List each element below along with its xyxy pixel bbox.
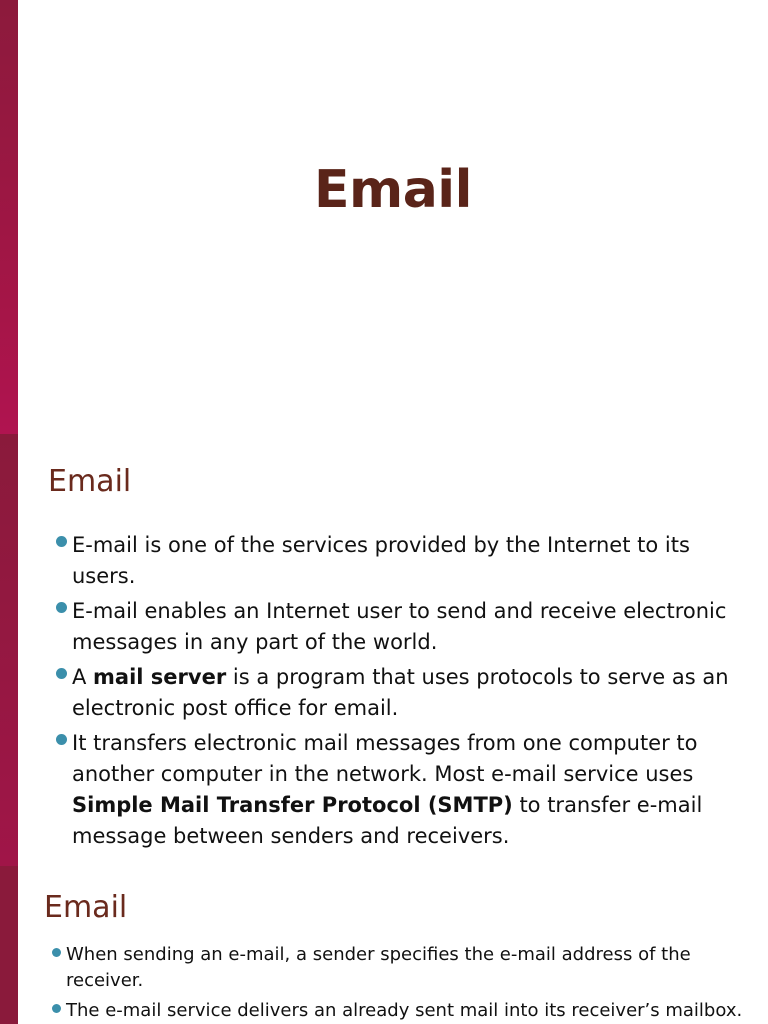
bullet-item (48, 998, 748, 1024)
bullet-dot-icon (56, 536, 67, 547)
bullet-item (48, 942, 748, 994)
accent-sidebar (0, 866, 18, 1024)
accent-sidebar (0, 0, 18, 434)
slide-email-overview (0, 434, 768, 866)
bullet-dot-icon (52, 948, 61, 957)
bullet-dot-icon (56, 734, 67, 745)
bullet-item (52, 662, 738, 724)
slide-title-text: Email (314, 160, 472, 220)
bullet-text-pre: It transfers electronic mail messages from one computer to another computer in the network. Most e-mail service uses (72, 731, 698, 786)
bullet-dot-icon (56, 668, 67, 679)
bullet-text-bold: Simple Mail Transfer Protocol (SMTP) (72, 793, 513, 817)
slide-heading: Email (48, 464, 132, 499)
bullet-text: When sending an e-mail, a sender specifies the e-mail address of the receiver. (66, 944, 691, 991)
bullet-list (52, 530, 738, 856)
bullet-text: E-mail is one of the services provided by the Internet to its users. (72, 533, 690, 588)
bullet-text: E-mail enables an Internet user to send and receive electronic messages in any part of the world. (72, 599, 727, 654)
bullet-dot-icon (56, 602, 67, 613)
slide-heading: Email (44, 890, 128, 925)
bullet-text-pre: A (72, 665, 94, 689)
bullet-text-bold: mail server (93, 665, 227, 689)
bullet-text: The e-mail service delivers an already sent mail into its receiver’s mailbox. (66, 1000, 743, 1021)
slide-title (0, 0, 768, 434)
slide-email-sending (0, 866, 768, 1024)
bullet-text-post: to transfer e-mail message between senders and receivers. (72, 793, 703, 848)
bullet-item (52, 530, 738, 592)
bullet-text-post: is a program that uses protocols to serve as an electronic post office for email. (72, 665, 729, 720)
bullet-item (52, 728, 738, 852)
bullet-dot-icon (52, 1004, 61, 1013)
accent-sidebar (0, 434, 18, 866)
bullet-list (48, 942, 748, 1024)
bullet-item (52, 596, 738, 658)
